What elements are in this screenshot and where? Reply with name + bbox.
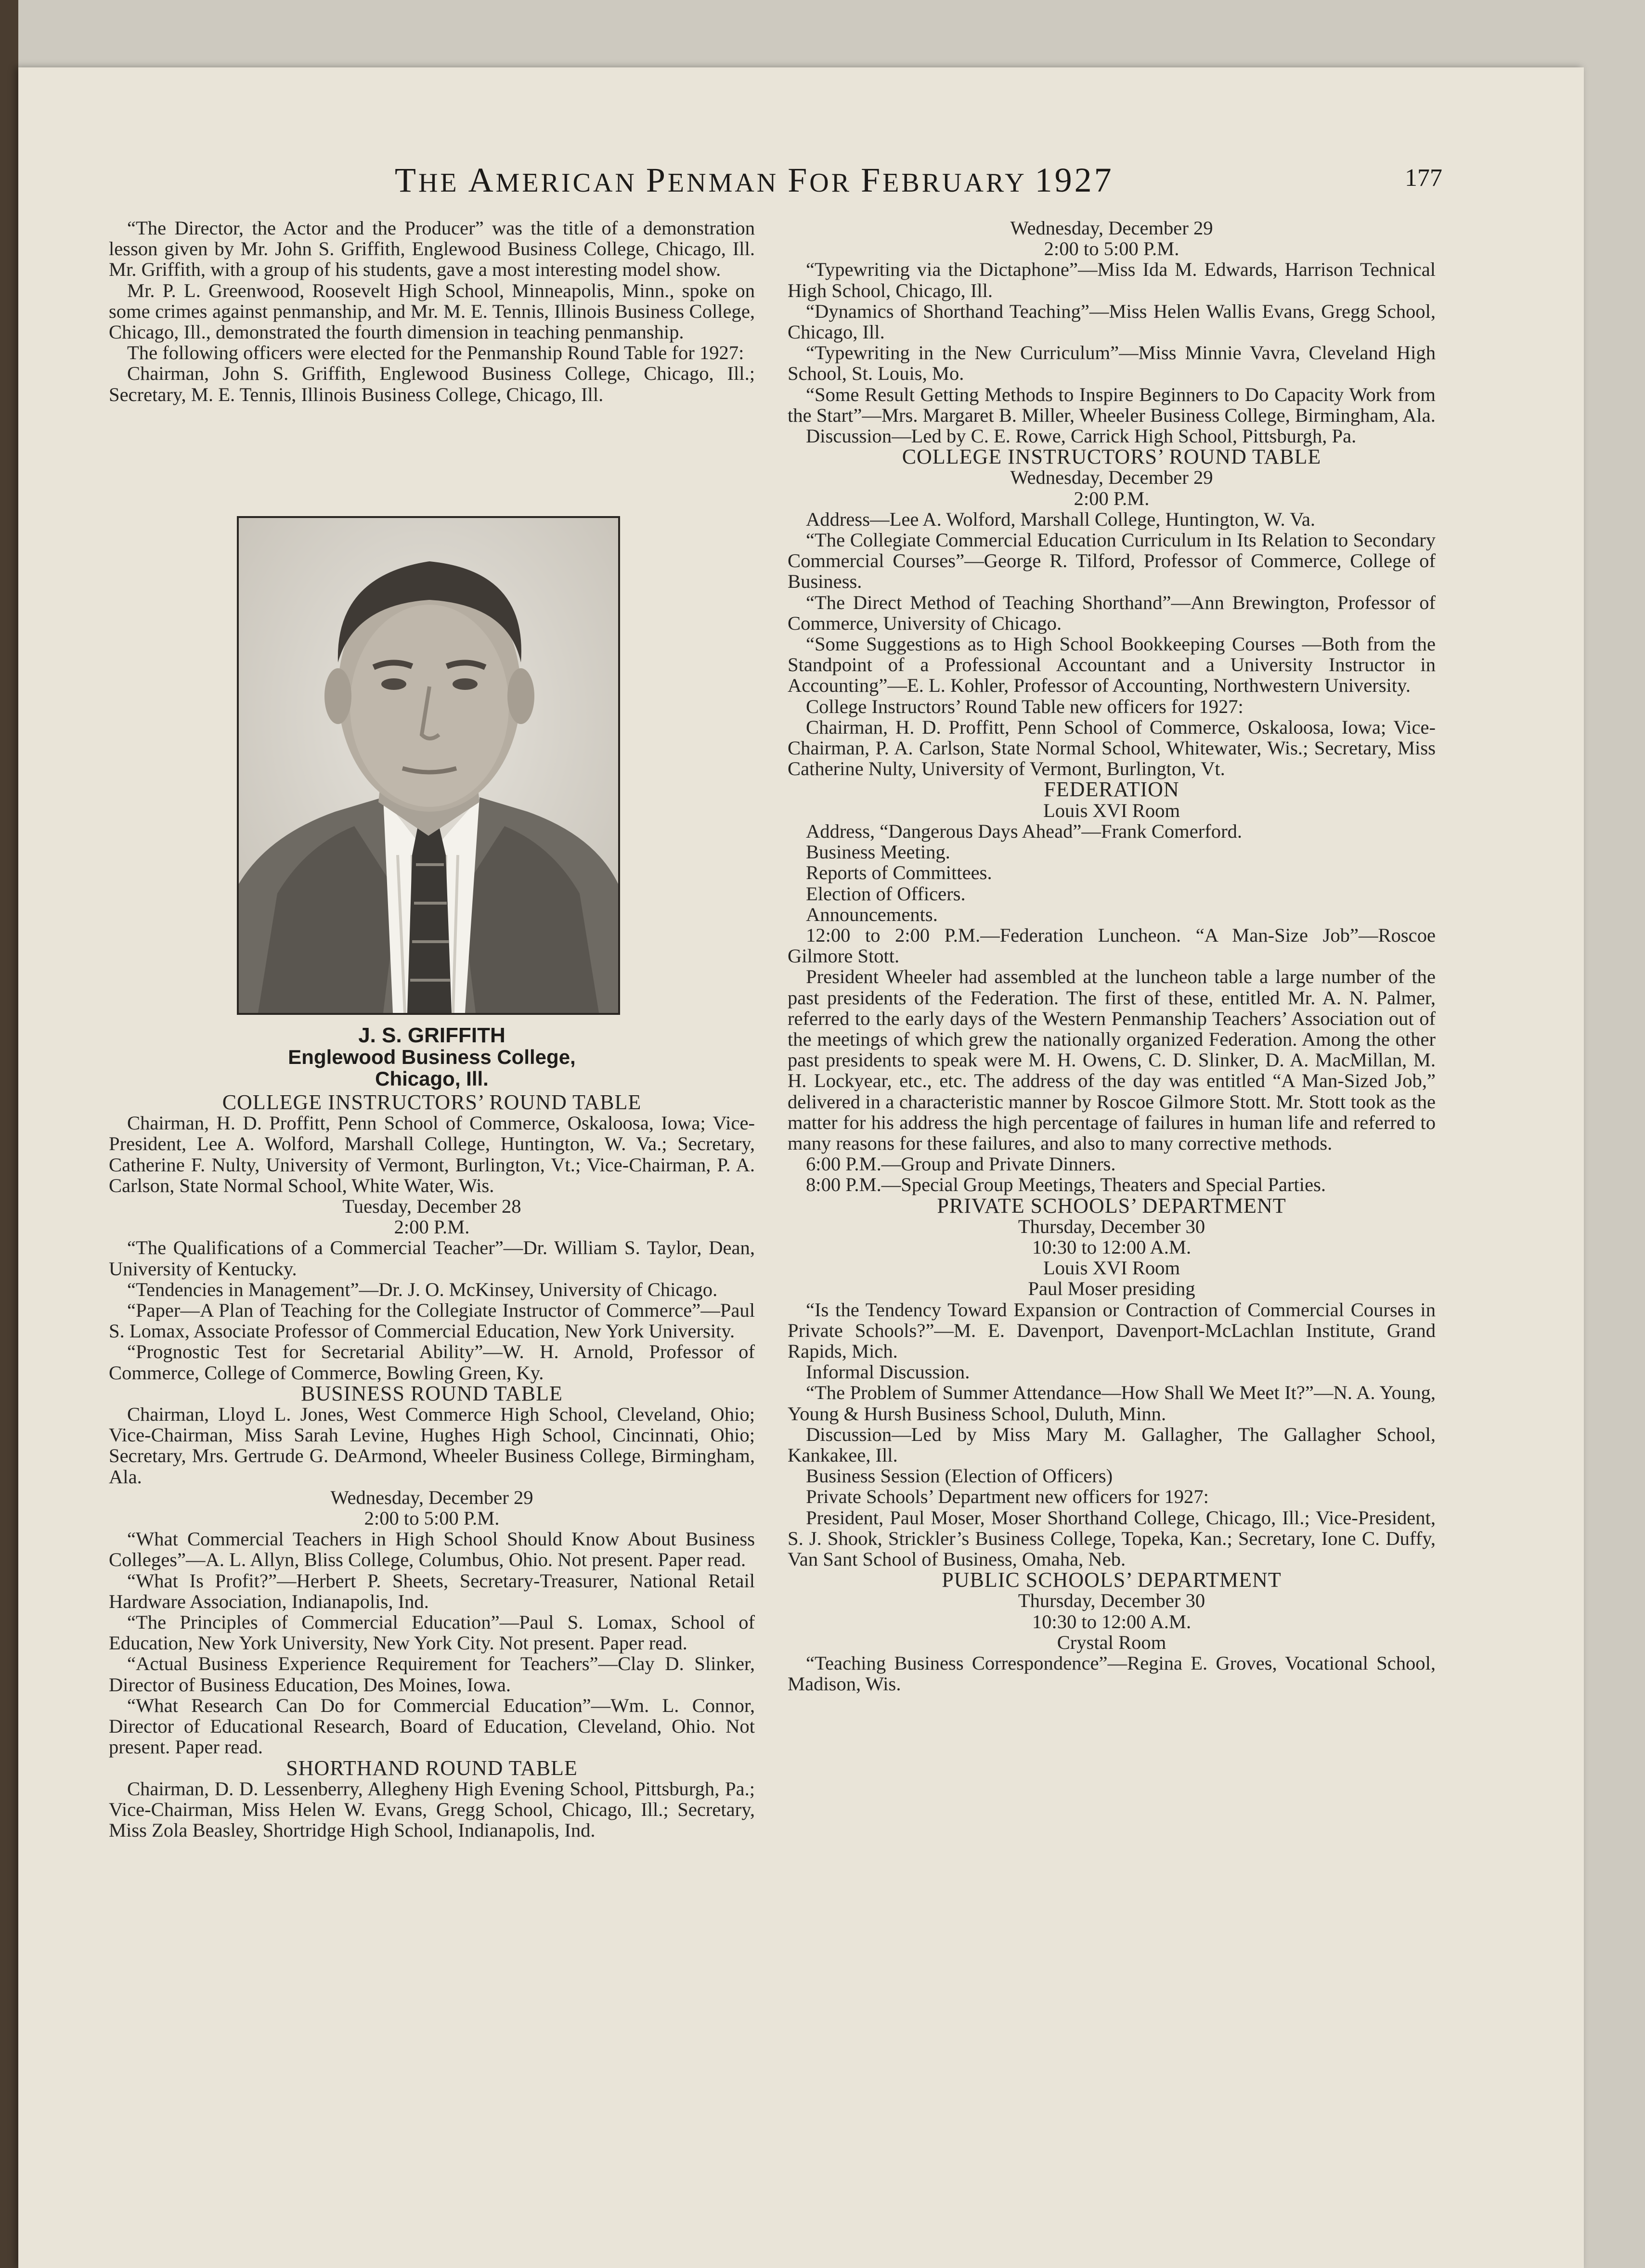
program-item: “Dynamics of Shorthand Teaching”—Miss Helen Wallis Evans, Gregg School, Chicago, Ill. (788, 300, 1436, 343)
running-header (395, 160, 1114, 200)
section-heading: PUBLIC SCHOOLS’ DEPARTMENT (942, 1568, 1282, 1592)
session-time: 2:00 P.M. (394, 1216, 470, 1238)
session-date: Thursday, December 30 (1018, 1590, 1205, 1612)
header-word: MERICAN (495, 168, 646, 198)
program-item: Discussion—Led by C. E. Rowe, Carrick High School, Pittsburgh, Pa. (806, 425, 1357, 447)
program-item: Business Session (Election of Officers) (806, 1465, 1113, 1487)
program-item: “Teaching Business Correspondence”—Regina E. Groves, Vocational School, Madison, Wis. (788, 1652, 1436, 1695)
program-item: Election of Officers. (806, 882, 966, 905)
session-room: Crystal Room (1057, 1631, 1166, 1653)
header-word: ENMAN (667, 168, 788, 198)
program-item: Informal Discussion. (806, 1361, 970, 1383)
section-heading: PRIVATE SCHOOLS’ DEPARTMENT (937, 1193, 1286, 1218)
program-item: 6:00 P.M.—Group and Private Dinners. (806, 1153, 1116, 1175)
session-time: 2:00 P.M. (1074, 487, 1150, 509)
program-item: Business Meeting. (806, 841, 950, 863)
session-date: Wednesday, December 29 (1010, 217, 1213, 239)
program-item: Address, “Dangerous Days Ahead”—Frank Comerford. (806, 820, 1243, 842)
program-item: Discussion—Led by Miss Mary M. Gallagher, The Gallagher School, Kankakee, Ill. (788, 1423, 1436, 1466)
program-item: “Typewriting in the New Curriculum”—Miss Minnie Vavra, Cleveland High School, St. Louis, Mo. (788, 342, 1436, 385)
header-letter: F (788, 161, 810, 199)
header-letter: F (861, 161, 883, 199)
program-item: Chairman, H. D. Proffitt, Penn School of Commerce, Oskaloosa, Iowa; Vice-Chairman, P. A. Carlson, State Normal School, Whitewater, Wis.; Secretary, Miss Catherine Nulty, University of Vermont, Burlington, Vt. (788, 716, 1436, 780)
program-item: “Is the Tendency Toward Expansion or Contraction of Commercial Courses in Private Schools?”—M. E. Davenport, Davenport-McLachlan Institute, Grand Rapids, Mich. (788, 1298, 1436, 1362)
program-item: “Tendencies in Management”—Dr. J. O. McKinsey, University of Chicago. (127, 1278, 718, 1300)
left-sections-block (109, 1092, 755, 1840)
session-presiding: Paul Moser presiding (1028, 1278, 1195, 1300)
header-letter: A (468, 161, 496, 199)
left-intro-block (109, 218, 755, 405)
caption-city: Chicago, Ill. (375, 1067, 489, 1090)
program-item: “Paper—A Plan of Teaching for the Collegiate Instructor of Commerce”—Paul S. Lomax, Associate Professor of Commercial Education, New York University. (109, 1299, 755, 1342)
paragraph: The following officers were elected for the Penmanship Round Table for 1927: (127, 342, 744, 364)
session-time: 2:00 to 5:00 P.M. (1044, 238, 1179, 260)
portrait-photo (237, 516, 620, 1015)
program-item: Reports of Committees. (806, 862, 992, 884)
section-heading: COLLEGE INSTRUCTORS’ ROUND TABLE (222, 1090, 642, 1114)
section-heading: SHORTHAND ROUND TABLE (286, 1756, 578, 1780)
program-item: College Instructors’ Round Table new officers for 1927: (806, 695, 1243, 717)
session-date: Wednesday, December 29 (1010, 467, 1213, 489)
session-date: Tuesday, December 28 (342, 1195, 521, 1218)
session-date: Wednesday, December 29 (330, 1486, 533, 1508)
session-room: Louis XVI Room (1043, 1257, 1180, 1279)
header-word: EBRUARY (882, 168, 1035, 198)
header-word: HE (418, 168, 468, 198)
program-item: “The Collegiate Commercial Education Curriculum in Its Relation to Secondary Commercial Courses”—George R. Tilford, Professor of Commerce, College of Business. (788, 529, 1436, 593)
program-item: “Typewriting via the Dictaphone”—Miss Ida M. Edwards, Harrison Technical High School, Chicago, Ill. (788, 259, 1436, 301)
photo-caption (109, 1024, 755, 1089)
program-item: “The Principles of Commercial Education”—Paul S. Lomax, School of Education, New York University, New York City. Not present. Paper read. (109, 1611, 755, 1654)
book-binding (0, 0, 18, 2268)
session-date: Thursday, December 30 (1018, 1215, 1205, 1237)
right-column (788, 218, 1436, 1694)
header-year: 1927 (1035, 161, 1114, 199)
session-room: Louis XVI Room (1043, 799, 1180, 821)
paragraph: Chairman, H. D. Proffitt, Penn School of Commerce, Oskaloosa, Iowa; Vice-President, Lee A. Wolford, Marshall College, Huntington, W. Va.; Secretary, Catherine F. Nulty, University of Vermont, Burlington, Vt.; Vice-Chairman, P. A. Carlson, State Normal School, White Water, Wis. (109, 1112, 755, 1196)
caption-school: Englewood Business College, (288, 1046, 576, 1068)
program-item: Private Schools’ Department new officers for 1927: (806, 1486, 1209, 1508)
portrait-illustration (239, 518, 618, 1013)
program-item: “The Direct Method of Teaching Shorthand”—Ann Brewington, Professor of Commerce, University of Chicago. (788, 591, 1436, 634)
program-item: 12:00 to 2:00 P.M.—Federation Luncheon. “A Man-Size Job”—Roscoe Gilmore Stott. (788, 924, 1436, 967)
program-item: “The Qualifications of a Commercial Teacher”—Dr. William S. Taylor, Dean, University of Kentucky. (109, 1237, 755, 1280)
section-heading: BUSINESS ROUND TABLE (301, 1381, 563, 1405)
program-item: 8:00 P.M.—Special Group Meetings, Theaters and Special Parties. (806, 1174, 1326, 1196)
program-item: “The Problem of Summer Attendance—How Shall We Meet It?”—N. A. Young, Young & Hursh Business School, Duluth, Minn. (788, 1382, 1436, 1425)
program-item: “Some Suggestions as to High School Bookkeeping Courses —Both from the Standpoint of a Professional Accountant and a University Instructor in Accounting”—E. L. Kohler, Professor of Accounting, Northwestern University. (788, 633, 1436, 697)
header-word: OR (809, 168, 861, 198)
paragraph: “The Director, the Actor and the Producer” was the title of a demonstration lesson given by Mr. John S. Griffith, Englewood Business College, Chicago, Ill. Mr. Griffith, with a group of his students, gave a most interesting model show. (109, 217, 755, 281)
session-time: 10:30 to 12:00 A.M. (1032, 1236, 1192, 1258)
session-time: 10:30 to 12:00 A.M. (1032, 1610, 1192, 1633)
program-item: “What Commercial Teachers in High School Should Know About Business Colleges”—A. L. Allyn, Bliss College, Columbus, Ohio. Not present. Paper read. (109, 1528, 755, 1571)
program-item: “What Is Profit?”—Herbert P. Sheets, Secretary-Treasurer, National Retail Hardware Association, Indianapolis, Ind. (109, 1569, 755, 1612)
paragraph: Chairman, John S. Griffith, Englewood Business College, Chicago, Ill.; Secretary, M. E. Tennis, Illinois Business College, Chicago, Ill. (109, 363, 755, 405)
program-item: Announcements. (806, 903, 938, 925)
header-letter: P (646, 161, 668, 199)
program-item: “Prognostic Test for Secretarial Ability”—W. H. Arnold, Professor of Commerce, College of Commerce, Bowling Green, Ky. (109, 1341, 755, 1384)
page-number: 177 (1405, 164, 1442, 192)
header-letter: T (395, 161, 418, 199)
paragraph: Chairman, D. D. Lessenberry, Allegheny High Evening School, Pittsburgh, Pa.; Vice-Chairman, Miss Helen W. Evans, Gregg School, Chicago, Ill.; Secretary, Miss Zola Beasley, Shortridge High School, Indianapolis, Ind. (109, 1777, 755, 1841)
program-item: President, Paul Moser, Moser Shorthand College, Chicago, Ill.; Vice-President, S. J. Shook, Strickler’s Business College, Topeka, Kan.; Secretary, Ione C. Duffy, Van Sant School of Business, Omaha, Neb. (788, 1506, 1436, 1570)
paragraph: President Wheeler had assembled at the luncheon table a large number of the past presidents of the Federation. The first of these, entitled Mr. A. N. Palmer, referred to the early days of the Western Penmanship Teachers’ Association out of the meetings of which grew the nationally organized Federation. Among the other past presidents to speak were M. H. Owens, C. D. Slinker, D. A. MacMillan, M. H. Lockyear, etc., etc. The address of the day was entitled “A Man-Sized Job,” delivered in a characteristic manner by Roscoe Gilmore Stott. Mr. Stott took as the matter for his address the high percentage of failures in human life and referred to many reasons for these failures, and also to many corrective methods. (788, 966, 1436, 1154)
program-item: “Some Result Getting Methods to Inspire Beginners to Do Capacity Work from the Start”—Mrs. Margaret B. Miller, Wheeler Business College, Birmingham, Ala. (788, 383, 1436, 426)
program-item: Address—Lee A. Wolford, Marshall College, Huntington, W. Va. (806, 508, 1316, 530)
section-heading: COLLEGE INSTRUCTORS’ ROUND TABLE (902, 445, 1321, 469)
section-heading: FEDERATION (1044, 778, 1179, 802)
program-item: “What Research Can Do for Commercial Education”—Wm. L. Connor, Director of Educational Research, Board of Education, Cleveland, Ohio. Not present. Paper read. (109, 1694, 755, 1758)
caption-name: J. S. GRIFFITH (358, 1024, 505, 1047)
paragraph: Mr. P. L. Greenwood, Roosevelt High School, Minneapolis, Minn., spoke on some crimes against penmanship, and Mr. M. E. Tennis, Illinois Business College, Chicago, Ill., demonstrated the fourth dimension in teaching penmanship. (109, 279, 755, 343)
paragraph: Chairman, Lloyd L. Jones, West Commerce High School, Cleveland, Ohio; Vice-Chairman, Miss Sarah Levine, Hughes High School, Cincinnati, Ohio; Secretary, Mrs. Gertrude G. DeArmond, Wheeler Business College, Birmingham, Ala. (109, 1403, 755, 1488)
session-time: 2:00 to 5:00 P.M. (364, 1507, 500, 1529)
program-item: “Actual Business Experience Requirement for Teachers”—Clay D. Slinker, Director of Business Education, Des Moines, Iowa. (109, 1653, 755, 1696)
